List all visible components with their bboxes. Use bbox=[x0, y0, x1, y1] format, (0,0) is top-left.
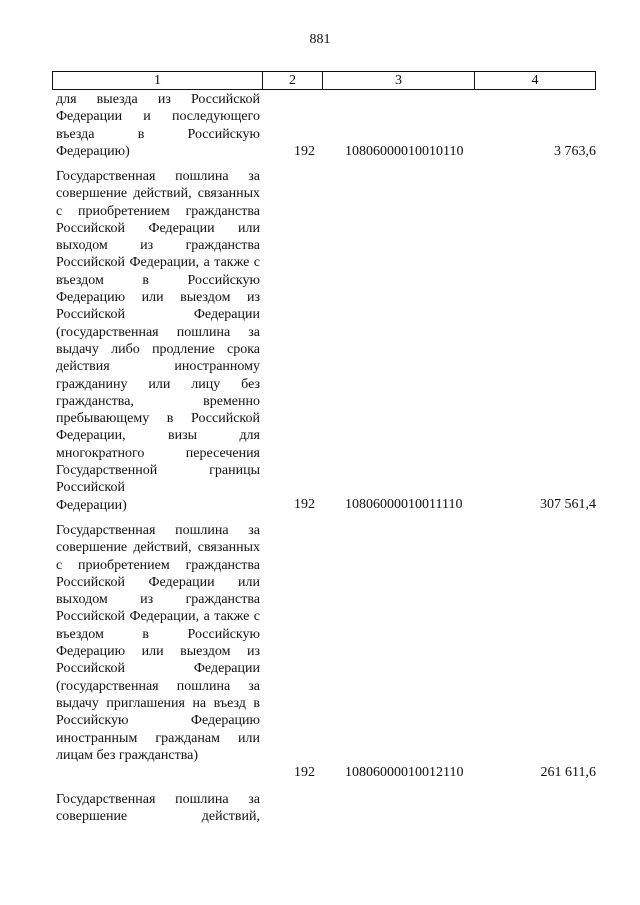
desc-line: продление срока действия bbox=[56, 341, 260, 375]
desc-line: приглашения на въезд в bbox=[106, 695, 260, 711]
desc-line: Российскую Федерацию или bbox=[56, 626, 260, 660]
header-col-1: 1 bbox=[53, 72, 263, 89]
desc-line: Федерации, а также с въездом в bbox=[56, 255, 260, 288]
desc-line: Государственная пошлина за bbox=[56, 169, 260, 184]
desc-line: Федерации) bbox=[56, 497, 127, 513]
desc-line: лицам без гражданства) bbox=[56, 747, 198, 763]
row-description bbox=[56, 168, 260, 514]
desc-line: Российской Федерации, визы bbox=[56, 411, 260, 444]
desc-line: гражданства Российской bbox=[56, 592, 260, 625]
row-amount: 3 763,6 bbox=[554, 144, 596, 159]
table-header bbox=[52, 71, 596, 90]
desc-line: совершение действий, bbox=[56, 809, 260, 825]
row-kbk: 10806000010010110 bbox=[345, 144, 464, 159]
desc-line: иностранному гражданину или bbox=[56, 359, 260, 392]
desc-line: Российскую Федерацию bbox=[56, 713, 260, 729]
desc-line: связанных с приобретением bbox=[56, 540, 260, 573]
desc-line: выездом из Российской bbox=[56, 644, 261, 677]
row-amount: 261 611,6 bbox=[540, 765, 596, 780]
row-amount: 307 561,4 bbox=[540, 497, 596, 512]
row-kbk: 10806000010011110 bbox=[345, 497, 463, 512]
row-description bbox=[56, 522, 260, 764]
row-kbk: 10806000010012110 bbox=[345, 765, 464, 780]
desc-line: границы Российской bbox=[56, 463, 260, 496]
desc-line: Федерации или выходом из bbox=[56, 574, 260, 608]
desc-line: гражданства Российской bbox=[56, 203, 260, 236]
row-code: 192 bbox=[294, 144, 315, 159]
desc-line: совершение действий, bbox=[56, 540, 192, 556]
desc-line: пошлина за выдачу либо bbox=[56, 324, 260, 357]
desc-line: совершение действий, bbox=[56, 186, 192, 202]
desc-line: Государственная пошлина за bbox=[56, 523, 260, 538]
desc-line: Федерации или выходом из bbox=[56, 220, 260, 254]
desc-line: иностранным гражданам или bbox=[56, 730, 260, 746]
row-description bbox=[56, 791, 260, 826]
desc-line: Государственная пошлина за bbox=[56, 792, 260, 807]
row-description bbox=[56, 91, 260, 160]
header-col-2: 2 bbox=[263, 72, 323, 89]
header-col-3: 3 bbox=[323, 72, 475, 89]
page-number: 881 bbox=[309, 32, 331, 47]
desc-line: пересечения Государственной bbox=[56, 445, 260, 479]
desc-line: Федерации (государственная bbox=[56, 661, 260, 694]
desc-line: выездом из Российской bbox=[56, 290, 261, 323]
row-code: 192 bbox=[294, 765, 315, 780]
desc-line: для многократного bbox=[56, 428, 260, 461]
desc-line: пошлина за выдачу bbox=[56, 678, 260, 711]
desc-line: лицу без гражданства, bbox=[56, 376, 261, 409]
desc-line: гражданства Российской bbox=[56, 557, 260, 590]
desc-line: Федерации и последующего bbox=[56, 109, 260, 125]
desc-line: гражданства Российской bbox=[56, 238, 260, 271]
row-code: 192 bbox=[294, 497, 315, 512]
desc-line: для выезда из Российской bbox=[56, 92, 260, 107]
desc-line: въезда в Российскую bbox=[56, 126, 260, 142]
desc-line: Федерации (государственная bbox=[56, 307, 260, 340]
header-col-4: 4 bbox=[531, 73, 539, 88]
desc-line: Российскую Федерацию или bbox=[56, 272, 260, 306]
desc-line: Федерацию) bbox=[56, 143, 130, 159]
desc-line: связанных с приобретением bbox=[56, 186, 260, 219]
desc-line: Федерации, а также с въездом в bbox=[56, 609, 260, 642]
desc-line: временно пребывающему в bbox=[56, 393, 260, 427]
